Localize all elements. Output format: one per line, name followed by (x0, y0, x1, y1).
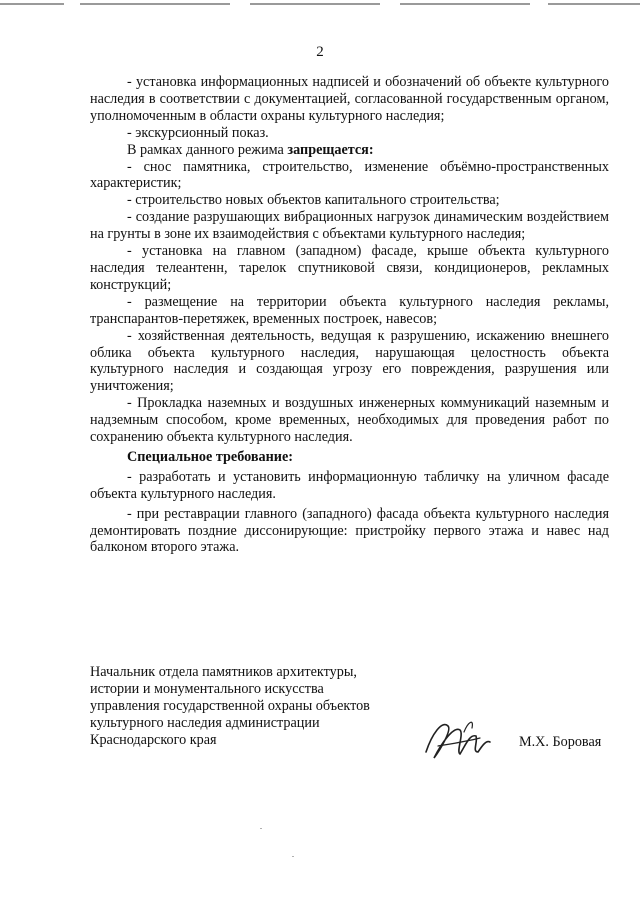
document-body (90, 74, 609, 556)
paragraph: - при реставрации главного (западного) фасада объекта культурного наследия демонтировать поздние диссонирующие: пристройку первого этажа и навес над балконом второго этажа. (90, 505, 609, 556)
paragraph: - хозяйственная деятельность, ведущая к разрушению, искажению внешнего облика объекта культурного наследия, нарушающая целостность объекта культурного наследия и создающая угрозу его повреждения, разрушения или уничтожения; (90, 327, 609, 395)
paragraph: - снос памятника, строительство, изменение объёмно-пространственных характеристик; (90, 158, 609, 192)
special-requirement-heading: Специальное требование: (127, 448, 293, 465)
regime-prohibited: запрещается: (287, 141, 374, 158)
paragraph: - экскурсионный показ. (127, 124, 269, 141)
signatory-title (90, 664, 390, 749)
scan-edge-line (548, 3, 640, 5)
scan-edge-line (400, 3, 530, 5)
scan-speck (260, 828, 262, 829)
signatory-title-line: Начальник отдела памятников архитектуры, (90, 664, 357, 680)
scan-edge-line (80, 3, 230, 5)
scan-edge-line (0, 3, 64, 5)
paragraph: - разработать и установить информационную табличку на уличном фасаде объекта культурного наследия. (90, 468, 609, 502)
scan-edge-line (250, 3, 380, 5)
paragraph: - установка информационных надписей и обозначений об объекте культурного наследия в соответствии с документацией, согласованной государственным органом, уполномоченным в области охраны культурного наследия; (90, 74, 609, 124)
signatory-title-line: управления государственной охраны объектов (90, 698, 370, 714)
signatory-title-line: Краснодарского края (90, 732, 217, 748)
paragraph: - Прокладка наземных и воздушных инженерных коммуникаций наземным и надземным способом, кроме временных, необходимых для проведения работ по сохранению объекта культурного наследия. (90, 395, 609, 446)
regime-intro: В рамках данного режима (127, 141, 288, 158)
paragraph: - строительство новых объектов капитального строительства; (127, 192, 500, 209)
regime-statement (90, 142, 609, 159)
scan-speck (292, 856, 294, 857)
signatory-title-line: культурного наследия администрации (90, 715, 320, 731)
signatory-title-line: истории и монументального искусства (90, 681, 324, 697)
page-number: 2 (316, 44, 324, 60)
paragraph: - размещение на территории объекта культурного наследия рекламы, транспарантов-перетяжек, временных построек, навесов; (90, 293, 609, 327)
paragraph: - создание разрушающих вибрационных нагрузок динамическим воздействием на грунты в зоне их взаимодействия с объектами культурного наследия; (90, 209, 609, 243)
paragraph: - установка на главном (западном) фасаде, крыше объекта культурного наследия телеантенн, тарелок спутниковой связи, кондиционеров, рекламных конструкций; (90, 243, 609, 293)
signer-name: М.Х. Боровая (519, 734, 602, 750)
handwritten-signature (420, 712, 500, 770)
